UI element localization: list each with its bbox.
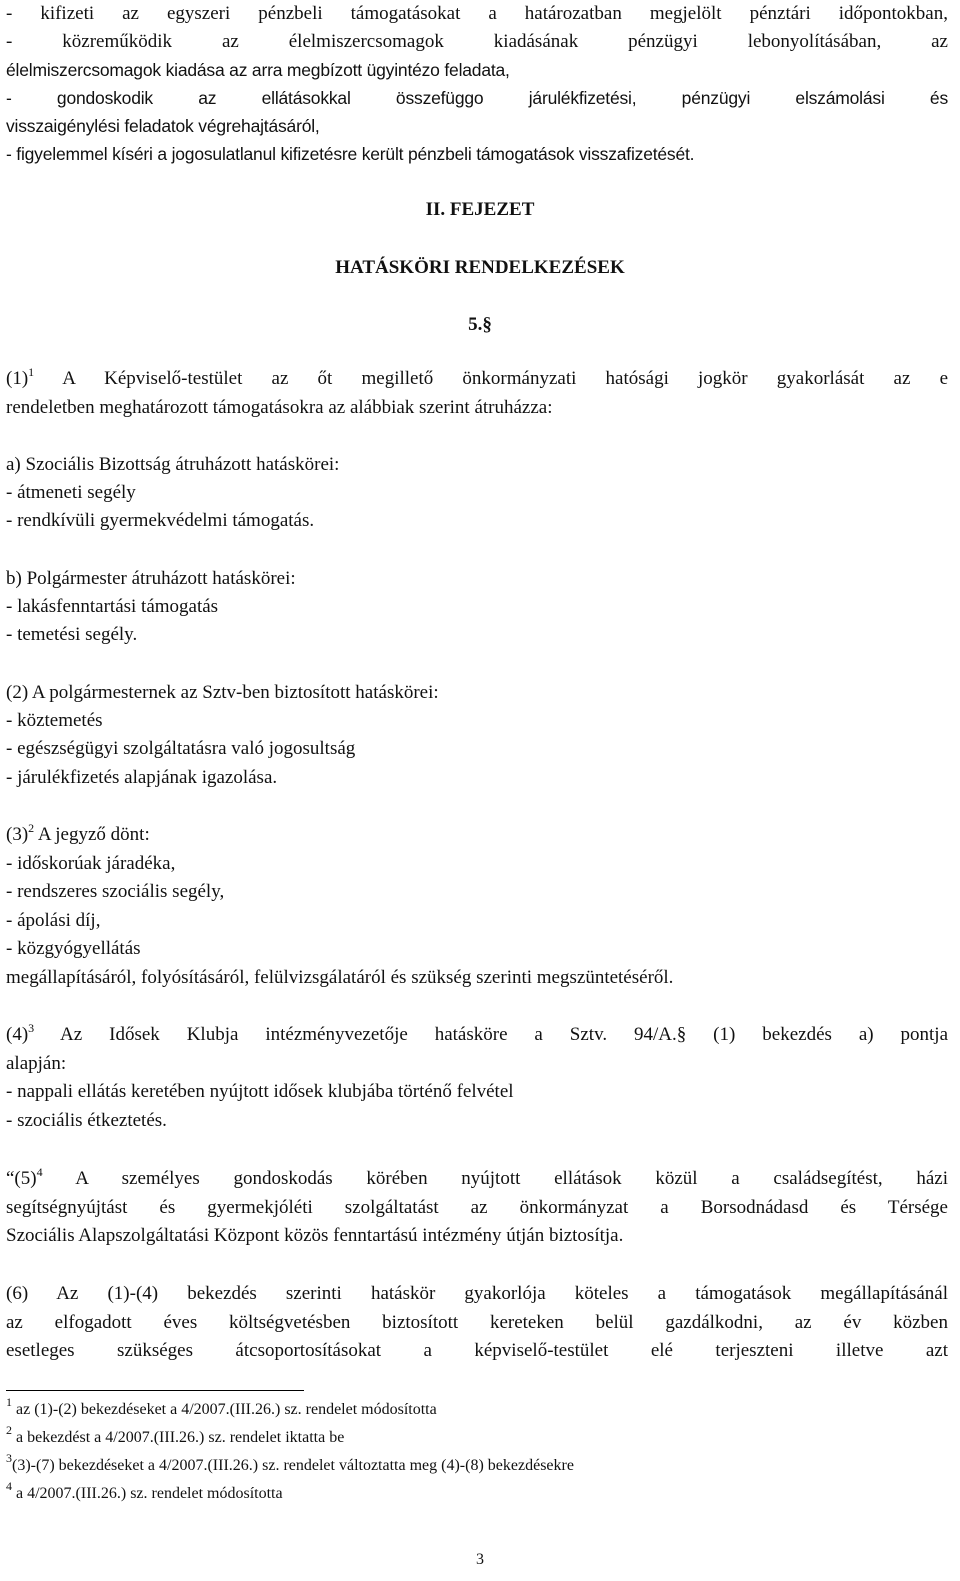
list-item: - közgyógyellátás xyxy=(6,938,141,959)
page-number: 3 xyxy=(476,1551,484,1568)
footnote-number: 3 xyxy=(6,1451,12,1465)
list-item: - rendkívüli gyermekvédelmi támogatás. xyxy=(6,510,315,531)
footnote-text: (3)-(7) bekezdéseket a 4/2007.(III.26.) sz. rendelet változtatta meg (4)-(8) bekezdésekre xyxy=(12,1457,574,1474)
footnote xyxy=(6,1395,948,1420)
chapter-title: HATÁSKÖRI RENDELKEZÉSEK xyxy=(335,257,625,278)
footnote-text: a 4/2007.(III.26.) sz. rendelet módosította xyxy=(16,1485,283,1502)
intro-line: - kifizeti az egyszeri pénzbeli támogatásokat a határozatban megjelölt pénztári időpontokban, xyxy=(6,3,948,24)
paragraph-4-line: alapján: xyxy=(6,1053,67,1074)
footnote-ref-2: 2 xyxy=(28,821,35,835)
paragraph-6-line: esetleges szükséges átcsoportosításokat a képviselő-testület elé terjeszteni illetve azt xyxy=(6,1340,948,1361)
paragraph-5-line: Szociális Alapszolgáltatási Központ közös fenntartású intézmény útján biztosítja. xyxy=(6,1225,624,1246)
list-item: - egészségügyi szolgáltatásra való jogosultság xyxy=(6,738,356,759)
intro-line: - közreműködik az élelmiszercsomagok kiadásának pénzügyi lebonyolításában, az xyxy=(6,31,948,52)
list-item: - nappali ellátás keretében nyújtott idősek klubjába történő felvétel xyxy=(6,1081,514,1102)
list-a-heading: a) Szociális Bizottság átruházott hatáskörei: xyxy=(6,454,340,475)
paragraph-5-line: segítségnyújtást és gyermekjóléti szolgáltatást az önkormányzat a Borsodnádasd és Térsége xyxy=(6,1197,948,1218)
list-item: - rendszeres szociális segély, xyxy=(6,881,225,902)
paragraph-3-text: A jegyző dönt: xyxy=(37,824,150,845)
paragraph-3-prefix: (3) xyxy=(6,824,29,845)
paragraph-4-prefix: (4) xyxy=(6,1024,29,1045)
list-item: - átmeneti segély xyxy=(6,482,136,503)
paragraph-1-line: rendeletben meghatározott támogatásokra az alábbiak szerint átruházza: xyxy=(6,397,553,418)
paragraph-3-closing: megállapításáról, folyósításáról, felülvizsgálatáról és szükség szerinti megszüntetéséről. xyxy=(6,967,674,988)
list-item: - köztemetés xyxy=(6,710,103,731)
footnote-text: az (1)-(2) bekezdéseket a 4/2007.(III.26.) sz. rendelet módosította xyxy=(16,1401,437,1418)
list-item: - szociális étkeztetés. xyxy=(6,1110,167,1131)
paragraph-1-text: A Képviselő-testület az őt megillető önkormányzati hatósági jogkör gyakorlását az e xyxy=(62,368,948,389)
list-item: - lakásfenntartási támogatás xyxy=(6,596,219,617)
intro-line: visszaigénylési feladatok végrehajtásáról, xyxy=(6,116,320,136)
paragraph-4-line xyxy=(6,1023,948,1048)
list-item: - ápolási díj, xyxy=(6,910,101,931)
list-item: - járulékfizetés alapjának igazolása. xyxy=(6,767,278,788)
section-number: 5.§ xyxy=(468,314,492,335)
chapter-number: II. FEJEZET xyxy=(425,199,535,220)
paragraph-5-line xyxy=(6,1167,948,1192)
paragraph-5-prefix: “(5) xyxy=(6,1168,37,1189)
footnote-ref-3: 3 xyxy=(28,1021,35,1035)
paragraph-5-text: A személyes gondoskodás körében nyújtott ellátások közül a családsegítést, házi xyxy=(75,1168,948,1189)
footnote xyxy=(6,1423,948,1448)
intro-line: - gondoskodik az ellátásokkal összefüggo járulékfizetési, pénzügyi elszámolási és xyxy=(6,88,948,108)
paragraph-2-heading: (2) A polgármesternek az Sztv-ben biztosított hatáskörei: xyxy=(6,682,439,703)
paragraph-1-line xyxy=(6,367,948,392)
intro-line: élelmiszercsomagok kiadása az arra megbízott ügyintézo feladata, xyxy=(6,60,510,80)
footnote-text: a bekezdést a 4/2007.(III.26.) sz. rendelet iktatta be xyxy=(16,1429,345,1446)
list-item: - temetési segély. xyxy=(6,624,138,645)
footnote-ref-4: 4 xyxy=(36,1165,43,1179)
footnote-number: 2 xyxy=(6,1423,12,1437)
paragraph-6-line: (6) Az (1)-(4) bekezdés szerinti hatáskör gyakorlója köteles a támogatások megállapításánál xyxy=(6,1283,948,1304)
footnote xyxy=(6,1479,948,1504)
intro-line: - figyelemmel kíséri a jogosulatlanul kifizetésre került pénzbeli támogatások visszafizetését. xyxy=(6,144,695,164)
list-b-heading: b) Polgármester átruházott hatáskörei: xyxy=(6,568,296,589)
paragraph-4-text: Az Idősek Klubja intézményvezetője hatásköre a Sztv. 94/A.§ (1) bekezdés a) pontja xyxy=(60,1024,949,1045)
paragraph-1-prefix: (1) xyxy=(6,368,29,389)
paragraph-6-line: az elfogadott éves költségvetésben biztosított kereteken belül gazdálkodni, az év közben xyxy=(6,1312,948,1333)
footnote xyxy=(6,1451,948,1476)
footnote-number: 4 xyxy=(6,1479,12,1493)
paragraph-3-heading xyxy=(6,823,948,848)
list-item: - időskorúak járadéka, xyxy=(6,853,176,874)
footnote-number: 1 xyxy=(6,1395,12,1409)
footnote-ref-1: 1 xyxy=(28,365,35,379)
footnote-separator xyxy=(6,1390,304,1391)
